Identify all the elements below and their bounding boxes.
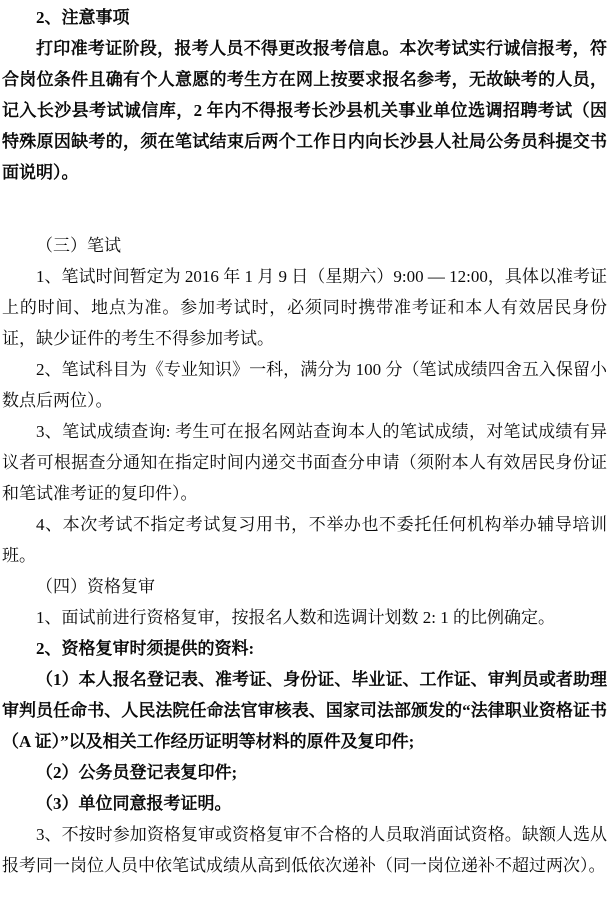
material-item-2: （2）公务员登记表复印件;	[36, 763, 238, 782]
material-item-1: （1）本人报名登记表、准考证、身份证、毕业证、工作证、审判员或者助理审判员任命书、人民法院任命法官审核表、国家司法部颁发的“法律职业资格证书（A 证）”以及相关工作经历证明等材料的原件及复印件;	[2, 670, 607, 751]
review-materials-heading: 2、资格复审时须提供的资料:	[36, 639, 255, 658]
notes-body-paragraph: 打印准考证阶段，报考人员不得更改报考信息。本次考试实行诚信报考，符合岗位条件且确有个人意愿的考生方在网上按要求报名参考，无故缺考的人员，记入长沙县考试诚信库，2 年内不得报考长沙县机关事业单位选调招聘考试（因特殊原因缺考的，须在笔试结束后两个工作日内向长沙县人社局公务员科提交书面说明）。	[2, 39, 607, 182]
review-ratio-paragraph: 1、面试前进行资格复审，按报名人数和选调计划数 2: 1 的比例确定。	[36, 608, 555, 627]
material-item-3: （3）单位同意报考证明。	[36, 794, 232, 813]
no-reference-book-paragraph: 4、本次考试不指定考试复习用书，不举办也不委托任何机构举办辅导培训班。	[2, 515, 607, 565]
section-heading-qualification-review: （四）资格复审	[36, 577, 155, 596]
disqualification-rule-paragraph: 3、不按时参加资格复审或资格复审不合格的人员取消面试资格。缺额人选从报考同一岗位人员中依笔试成绩从高到低依次递补（同一岗位递补不超过两次）。	[2, 825, 607, 875]
section-heading-written-exam: （三）笔试	[36, 236, 121, 255]
section-spacer	[2, 188, 607, 230]
written-exam-time-paragraph: 1、笔试时间暂定为 2016 年 1 月 9 日（星期六）9:00 — 12:00，具体以准考证上的时间、地点为准。参加考试时，必须同时携带准考证和本人有效居民身份证，缺少证件的考生不得参加考试。	[2, 267, 607, 348]
score-inquiry-paragraph: 3、笔试成绩查询: 考生可在报名网站查询本人的笔试成绩，对笔试成绩有异议者可根据查分通知在指定时间内递交书面查分申请（须附本人有效居民身份证和笔试准考证的复印件）。	[2, 422, 607, 503]
written-exam-subject-paragraph: 2、笔试科目为《专业知识》一科，满分为 100 分（笔试成绩四舍五入保留小数点后两位）。	[2, 360, 607, 410]
notes-heading: 2、注意事项	[36, 8, 130, 27]
